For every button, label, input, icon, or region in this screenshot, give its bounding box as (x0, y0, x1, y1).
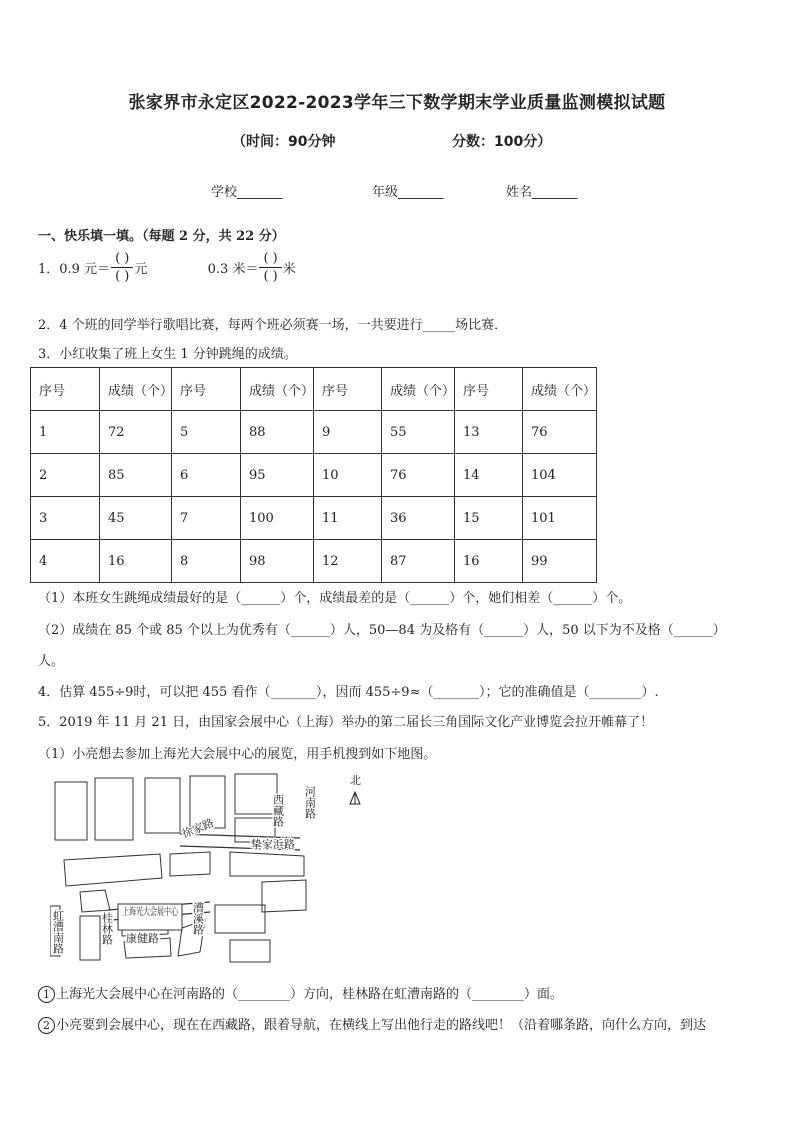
question-5-a-text: 上海光大会展中心在河南路的（________）方向，桂林路在虹漕南路的（________）面。 (56, 987, 564, 1002)
table-row (31, 497, 597, 540)
table-cell: 72 (100, 411, 172, 454)
time-label: （时间：90分钟 (232, 134, 336, 150)
map-label-hongcao: 虹漕南路 (51, 910, 65, 954)
table-cell: 14 (455, 454, 523, 497)
grade-field[interactable]: 年级_______ (372, 185, 444, 200)
table-cell: 95 (241, 454, 314, 497)
table-cell: 16 (100, 540, 172, 583)
table-cell: 12 (314, 540, 382, 583)
fraction-numerator: ( ) (259, 250, 281, 268)
table-header-cell: 序号 (31, 368, 100, 411)
table-cell: 2 (31, 454, 100, 497)
question-5-b (38, 1014, 706, 1034)
table-cell: 3 (31, 497, 100, 540)
question-3: 3．小红收集了班上女生 1 分钟跳绳的成绩。 (38, 347, 297, 362)
table-cell: 16 (455, 540, 523, 583)
table-cell: 76 (523, 411, 597, 454)
table-cell: 9 (314, 411, 382, 454)
question-5: 5．2019 年 11 月 21 日，由国家会展中心（上海）举办的第二届长三角国际文化产业博览会拉开帷幕了！ (38, 715, 654, 730)
circled-number: 1 (38, 986, 55, 1003)
fraction-denominator: ( ) (115, 269, 130, 284)
table-header-cell: 成绩（个） (523, 368, 597, 411)
map-label-center: 上海光大会展中心 (122, 907, 202, 918)
north-arrow (350, 774, 361, 804)
question-3-2: （2）成绩在 85 个或 85 个以上为优秀有（______）人，50—84 为及格有（______）人，50 以下为不及格（______） (38, 623, 726, 638)
table-cell: 101 (523, 497, 597, 540)
question-2: 2．4 个班的同学举行歌唱比赛，每两个班必须赛一场，一共要进行_____场比赛． (38, 318, 508, 333)
table-header-cell: 成绩（个） (100, 368, 172, 411)
table-cell: 98 (241, 540, 314, 583)
table-cell: 55 (382, 411, 455, 454)
question-3-2-tail: 人。 (38, 654, 65, 669)
table-cell: 13 (455, 411, 523, 454)
table-cell: 99 (523, 540, 597, 583)
fraction-denominator: ( ) (263, 269, 278, 284)
scores-table (30, 367, 597, 583)
table-cell: 87 (382, 540, 455, 583)
table-cell: 100 (241, 497, 314, 540)
table-cell: 15 (455, 497, 523, 540)
map-label-guilin: 桂林路 (100, 912, 114, 945)
q1-unit-1: 元 (134, 262, 148, 277)
table-cell: 8 (172, 540, 241, 583)
question-1 (38, 250, 296, 285)
table-cell: 85 (100, 454, 172, 497)
table-cell: 10 (314, 454, 382, 497)
table-row (31, 540, 597, 583)
q1-fraction-1[interactable] (111, 250, 133, 285)
street-map (50, 770, 380, 970)
map-label-xujia: 徐家路 (180, 816, 216, 841)
table-cell: 1 (31, 411, 100, 454)
circled-number: 2 (38, 1017, 55, 1034)
question-5-a (38, 983, 563, 1003)
table-row (31, 454, 597, 497)
q1-prefix: 1．0.9 元＝ (38, 262, 111, 277)
table-header-row (31, 368, 597, 411)
svg-text:北: 北 (350, 774, 361, 787)
table-cell: 88 (241, 411, 314, 454)
score-label: 分数：100分） (452, 134, 552, 150)
q1-fraction-2[interactable] (259, 250, 281, 285)
map-label-kangjian: 康健路 (126, 932, 159, 945)
table-header-cell: 成绩（个） (382, 368, 455, 411)
question-4: 4．估算 455÷9时，可以把 455 看作（_______），因而 455÷9≈（_______）；它的准确值是（________）. (38, 685, 659, 700)
section-heading: 一、快乐填一填。（每题 2 分，共 22 分） (38, 229, 285, 244)
map-label-xiejia: 挚家浜路 (251, 838, 295, 851)
table-cell: 4 (31, 540, 100, 583)
table-header-cell: 成绩（个） (241, 368, 314, 411)
table-cell: 11 (314, 497, 382, 540)
q1-mid: 0.3 米＝ (207, 262, 259, 277)
table-cell: 104 (523, 454, 597, 497)
q1-unit-2: 米 (282, 262, 296, 277)
table-cell: 36 (382, 497, 455, 540)
exam-title: 张家界市永定区2022-2023学年三下数学期末学业质量监测模拟试题 (128, 93, 666, 113)
table-cell: 7 (172, 497, 241, 540)
name-field[interactable]: 姓名_______ (506, 185, 578, 200)
map-label-caoxi: 漕溪路 (191, 902, 205, 935)
table-cell: 45 (100, 497, 172, 540)
table-cell: 6 (172, 454, 241, 497)
fraction-numerator: ( ) (111, 250, 133, 268)
map-label-henan: 河南路 (303, 786, 317, 819)
table-cell: 5 (172, 411, 241, 454)
table-row (31, 411, 597, 454)
table-header-cell: 序号 (314, 368, 382, 411)
table-cell: 76 (382, 454, 455, 497)
table-header-cell: 序号 (172, 368, 241, 411)
school-field[interactable]: 学校_______ (211, 185, 283, 200)
question-5-1: （1）小亮想去参加上海光大会展中心的展览，用手机搜到如下地图。 (38, 747, 437, 762)
table-header-cell: 序号 (455, 368, 523, 411)
map-label-xizang: 西藏路 (271, 794, 285, 827)
map-blocks (50, 774, 306, 962)
question-3-1: （1）本班女生跳绳成绩最好的是（______）个，成绩最差的是（______）个，她们相差（______）个。 (38, 591, 632, 606)
question-5-b-text: 小亮要到会展中心，现在在西藏路，跟着导航，在横线上写出他行走的路线吧！（沿着哪条路，向什么方向，到达 (56, 1018, 707, 1033)
